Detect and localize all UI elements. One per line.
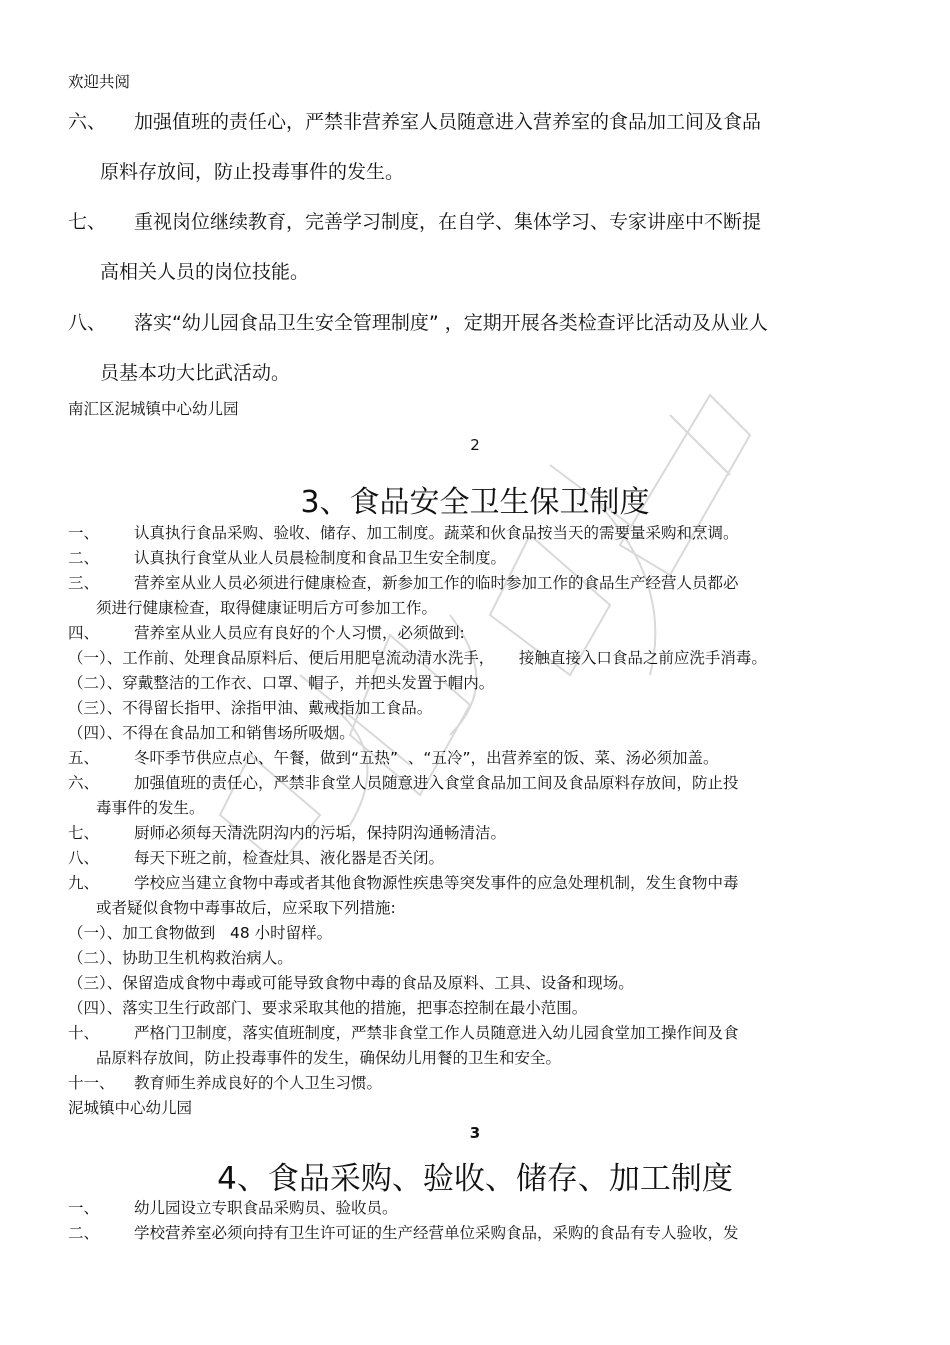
section-3-title: 3、食品安全卫生保卫制度 [300,485,650,520]
item-text: 教育师生养成良好的个人卫生习惯。 [134,1074,383,1092]
item-text: 加强值班的责任心，严禁非营养室人员随意进入营养室的食品加工间及食品 [134,111,762,133]
item-text: 营养室从业人员应有良好的个人习惯，必须做到: [134,624,465,642]
list-item-6-continuation: 原料存放间，防止投毒事件的发生。 [100,161,405,183]
list-item-8-continuation: 员基本功大比武活动。 [100,362,291,384]
item-text: 严格门卫制度，落实值班制度，严禁非食堂工作人员随意进入幼儿园食堂加工操作间及食 [134,1024,739,1042]
list-item [68,821,506,843]
item-text: 认真执行食堂从业人员晨检制度和食品卫生安全制度。 [134,549,507,567]
signature-section-3: 泥城镇中心幼儿园 [68,1099,193,1117]
list-item [68,846,444,868]
item-number: 八、 [68,849,100,867]
section-4-title: 4、食品采购、验收、储存、加工制度 [217,1161,733,1197]
list-item-continuation: 或者疑似食物中毒事故后，应采取下列措施: [96,899,396,917]
item-text: 学校营养室必须向持有卫生许可证的生产经营单位采购食品，采购的食品有专人验收，发 [134,1224,739,1242]
list-item [68,546,506,568]
item-number: 六、 [68,774,100,792]
list-item [68,746,718,768]
item-text: 重视岗位继续教育，完善学习制度，在自学、集体学习、专家讲座中不断提 [134,211,762,233]
item-number: 六、 [68,111,107,133]
page-header: 欢迎共阅 [68,73,131,91]
list-item [68,1021,739,1043]
sub-item: （一）、工作前、处理食品原料后、便后用肥皂流动清水洗手， 接触直接入口食品之前应洗手消毒。 [68,649,767,667]
list-item [68,871,739,893]
item-text: 学校应当建立食物中毒或者其他食物源性疾患等突发事件的应急处理机制，发生食物中毒 [134,874,739,892]
item-number: 三、 [68,574,100,592]
item-number: 二、 [68,549,100,567]
sub-item: （二）、协助卫生机构救治病人。 [68,949,293,967]
list-item-6 [68,107,761,134]
list-item [68,771,739,793]
list-item [68,1196,398,1218]
item-text: 营养室从业人员必须进行健康检查，新参加工作的临时参加工作的食品生产经营人员都必 [134,574,739,592]
list-item-7 [68,207,761,234]
sub-item: （四）、不得在食品加工和销售场所吸烟。 [68,724,355,742]
item-number: 一、 [68,524,100,542]
list-item [68,571,739,593]
item-text: 落实“幼儿园食品卫生安全管理制度” ，定期开展各类检查评比活动及从业人 [134,312,768,334]
sub-item: （四）、落实卫生行政部门、要求采取其他的措施，把事态控制在最小范围。 [68,999,588,1017]
list-item-8 [68,308,768,335]
list-item [68,521,739,543]
sub-item: （二）、穿戴整洁的工作衣、口罩、帽子，并把头发置于帽内。 [68,674,495,692]
item-number: 四、 [68,624,100,642]
item-number: 二、 [68,1224,100,1242]
sub-item: （一）、加工食物做到 48 小时留样。 [68,924,333,942]
page-number-3: 3 [469,1124,481,1142]
item-number: 一、 [68,1199,100,1217]
sub-item: （三）、不得留长指甲、涂指甲油、戴戒指加工食品。 [68,699,433,717]
item-number: 十一、 [68,1074,115,1092]
item-number: 九、 [68,874,100,892]
item-text: 冬吓季节供应点心、午餐，做到“五热” 、“五冷”，出营养室的饭、菜、汤必须加盖。 [134,749,719,767]
item-text: 厨师必须每天清洗阴沟内的污垢，保持阴沟通畅清洁。 [134,824,507,842]
list-item [68,1071,382,1093]
page-number-2: 2 [470,436,480,454]
item-number: 五、 [68,749,100,767]
list-item-7-continuation: 高相关人员的岗位技能。 [100,261,310,283]
item-number: 八、 [68,312,107,334]
list-item [68,621,465,643]
list-item-continuation: 毒事件的发生。 [96,799,205,817]
item-text: 加强值班的责任心，严禁非食堂人员随意进入食堂食品加工间及食品原料存放间，防止投 [134,774,739,792]
item-text: 幼儿园设立专职食品采购员、验收员。 [134,1199,398,1217]
item-text: 每天下班之前，检查灶具、液化器是否关闭。 [134,849,445,867]
item-number: 十、 [68,1024,100,1042]
item-number: 七、 [68,824,100,842]
signature-top: 南汇区泥城镇中心幼儿园 [68,400,239,418]
list-item-continuation: 品原料存放间，防止投毒事件的发生，确保幼儿用餐的卫生和安全。 [96,1049,562,1067]
item-number: 七、 [68,211,107,233]
list-item-continuation: 须进行健康检查，取得健康证明后方可参加工作。 [96,599,438,617]
sub-item: （三）、保留造成食物中毒或可能导致食物中毒的食品及原料、工具、设备和现场。 [68,974,634,992]
list-item [68,1221,739,1243]
item-text: 认真执行食品采购、验收、储存、加工制度。蔬菜和伙食品按当天的需要量采购和烹调。 [134,524,739,542]
